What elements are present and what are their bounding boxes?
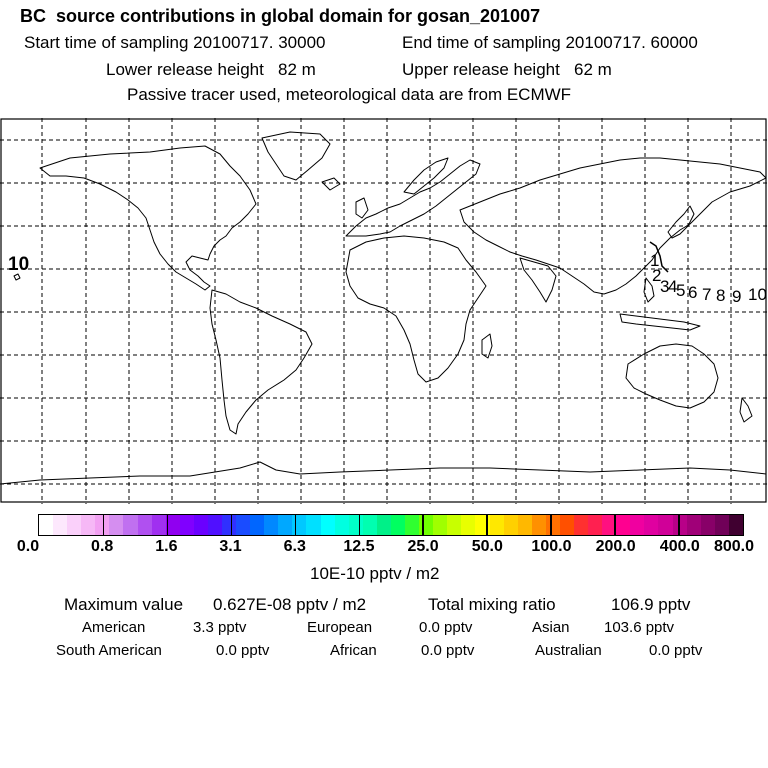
colorbar-cell — [630, 515, 644, 535]
africa-coast — [346, 236, 486, 382]
map-grid — [0, 118, 768, 504]
colorbar-cell — [616, 515, 630, 535]
colorbar-cell — [53, 515, 67, 535]
colorbar-cell — [250, 515, 264, 535]
colorbar-cell — [560, 515, 574, 535]
trajectory-label: 8 — [716, 286, 726, 305]
colorbar-cell — [109, 515, 123, 535]
trajectory-label: 3 — [660, 277, 670, 296]
colorbar-cell — [81, 515, 95, 535]
colorbar-cell — [433, 515, 447, 535]
colorbar-cell — [687, 515, 701, 535]
colorbar-cell — [278, 515, 292, 535]
colorbar-tick-label: 25.0 — [407, 538, 439, 555]
colorbar-cell — [644, 515, 658, 535]
colorbar-tick-label: 12.5 — [343, 538, 375, 555]
colorbar-cell — [419, 515, 433, 535]
colorbar-separator — [359, 515, 361, 535]
end-time-text: End time of sampling 20100717. 60000 — [402, 33, 698, 52]
trajectory-label: 10 — [748, 285, 767, 304]
trajectory-label: 9 — [732, 287, 742, 306]
colorbar-cell — [138, 515, 152, 535]
tracer-info-text: Passive tracer used, meteorological data are from ECMWF — [127, 85, 572, 104]
lower-height-text: Lower release height 82 m — [106, 60, 316, 79]
colorbar-cell — [67, 515, 81, 535]
colorbar-tick-label: 0.0 — [16, 538, 40, 555]
region-name-australian: Australian — [535, 642, 602, 659]
colorbar-cell — [194, 515, 208, 535]
greenland-coast — [262, 132, 330, 180]
trajectory-label: 5 — [676, 281, 686, 300]
trajectory-label: 7 — [702, 285, 712, 304]
colorbar-cell — [377, 515, 391, 535]
colorbar-tick-label: 3.1 — [219, 538, 242, 555]
start-time-text: Start time of sampling 20100717. 30000 — [24, 33, 326, 52]
left-edge-label: 10 — [8, 254, 30, 275]
colorbar-separator — [678, 515, 680, 535]
colorbar-tick-label: 100.0 — [531, 538, 572, 555]
colorbar-cell — [222, 515, 236, 535]
region-name-south-american: South American — [56, 642, 162, 659]
upper-height-text: Upper release height 62 m — [402, 60, 612, 79]
colorbar-separator — [103, 515, 105, 535]
colorbar-cell — [729, 515, 743, 535]
plot-title: BC source contributions in global domain for gosan_201007 — [20, 6, 541, 26]
colorbar-cell — [588, 515, 602, 535]
colorbar-separator — [167, 515, 169, 535]
japan-coast — [668, 206, 694, 238]
coastlines — [0, 132, 766, 484]
colorbar-cell — [349, 515, 363, 535]
colorbar-cell — [701, 515, 715, 535]
colorbar-cell — [335, 515, 349, 535]
colorbar-cell — [236, 515, 250, 535]
colorbar-cell — [490, 515, 504, 535]
colorbar-cell — [574, 515, 588, 535]
colorbar-separator — [422, 515, 424, 535]
colorbar-tick-label: 200.0 — [595, 538, 636, 555]
colorbar-separator — [486, 515, 488, 535]
colorbar-unit: 10E-10 pptv / m2 — [310, 564, 440, 583]
north-america-coast — [40, 146, 256, 290]
colorbar-cell — [264, 515, 278, 535]
colorbar-cell — [461, 515, 475, 535]
colorbar-tick-label: 50.0 — [471, 538, 503, 555]
colorbar-cell — [546, 515, 560, 535]
region-name-american: American — [82, 619, 146, 636]
colorbar-separator — [295, 515, 297, 535]
colorbar-cell — [208, 515, 222, 535]
region-value-african: 0.0 pptv — [421, 642, 475, 659]
colorbar-cell — [532, 515, 546, 535]
trajectory-label: 1 — [650, 251, 660, 270]
europe-coast — [346, 160, 480, 236]
colorbar-tick-label: 1.6 — [155, 538, 178, 555]
colorbar-separator — [550, 515, 552, 535]
colorbar-tick-label: 6.3 — [283, 538, 306, 555]
colorbar-cell — [152, 515, 166, 535]
region-value-australian: 0.0 pptv — [649, 642, 703, 659]
trajectory-label: 4 — [668, 277, 678, 296]
new-zealand-coast — [740, 398, 752, 422]
region-value-european: 0.0 pptv — [419, 619, 473, 636]
region-value-south-american: 0.0 pptv — [216, 642, 270, 659]
region-name-asian: Asian — [532, 619, 570, 636]
colorbar-separator — [614, 515, 616, 535]
max-value-label: Maximum value — [64, 595, 184, 614]
colorbar-cell — [180, 515, 194, 535]
region-value-american: 3.3 pptv — [193, 619, 247, 636]
colorbar-tick-label: 400.0 — [659, 538, 700, 555]
madagascar-coast — [482, 334, 492, 358]
total-mixing-label: Total mixing ratio — [428, 595, 556, 614]
uk-coast — [356, 198, 368, 218]
colorbar-cell — [504, 515, 518, 535]
colorbar-cell — [447, 515, 461, 535]
region-name-african: African — [330, 642, 377, 659]
colorbar-tick-label: 0.8 — [91, 538, 114, 555]
colorbar-cell — [391, 515, 405, 535]
total-mixing-value: 106.9 pptv — [611, 595, 691, 614]
colorbar-cell — [405, 515, 419, 535]
colorbar-cell — [658, 515, 672, 535]
colorbar-separator — [231, 515, 233, 535]
trajectory-label: 2 — [652, 266, 662, 285]
colorbar — [38, 514, 744, 536]
colorbar-cell — [306, 515, 320, 535]
region-value-asian: 103.6 pptv — [604, 619, 675, 636]
colorbar-tick-label: 800.0 — [713, 538, 755, 555]
colorbar-cell — [518, 515, 532, 535]
iceland-coast — [322, 178, 340, 190]
colorbar-cell — [363, 515, 377, 535]
scandinavia-coast — [404, 158, 448, 194]
max-value: 0.627E-08 pptv / m2 — [213, 595, 367, 614]
colorbar-cell — [123, 515, 137, 535]
antarctica-coast — [0, 462, 766, 484]
colorbar-cell — [39, 515, 53, 535]
region-name-european: European — [307, 619, 373, 636]
trajectory-label: 6 — [688, 283, 698, 302]
map-frame — [1, 119, 766, 502]
world-map — [0, 118, 768, 504]
colorbar-cell — [321, 515, 335, 535]
colorbar-cell — [715, 515, 729, 535]
